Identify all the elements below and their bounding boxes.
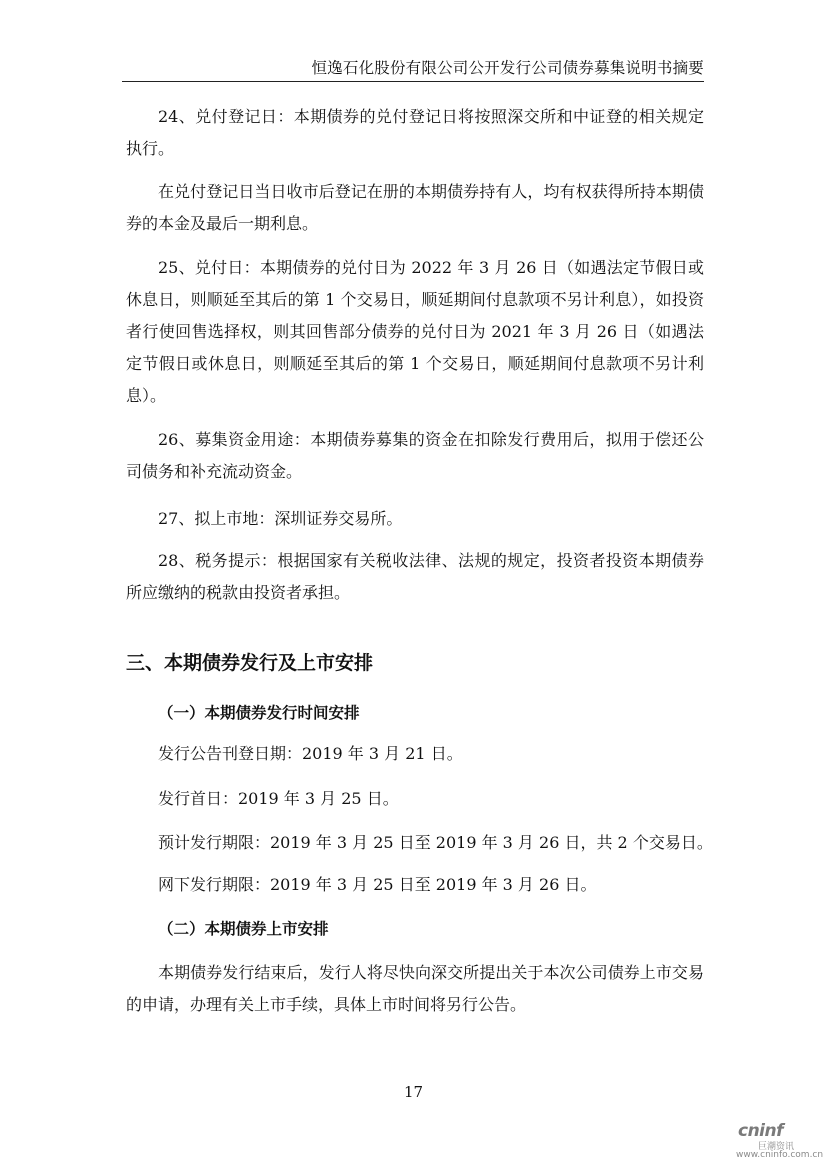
paragraph-text: 27、拟上市地：深圳证券交易所。 <box>158 509 403 528</box>
page-header: 恒逸石化股份有限公司公开发行公司债券募集说明书摘要 <box>311 59 704 77</box>
schedule-line-announcement: 发行公告刊登日期：2019 年 3 月 21 日。 <box>158 744 463 763</box>
paragraph-text: 本期债券发行结束后，发行人将尽快向深交所提出关于本次公司债券上市交易的申请，办理有关上市手续，具体上市时间将另行公告。 <box>126 963 704 1014</box>
logo-chinese-name: 巨潮资讯 <box>758 1142 795 1152</box>
paragraph-text: 在兑付登记日当日收市后登记在册的本期债券持有人，均有权获得所持本期债券的本金及最后一期利息。 <box>126 182 704 233</box>
subsection-heading-listing: （二）本期债券上市安排 <box>158 920 329 938</box>
schedule-line-expected-period: 预计发行期限：2019 年 3 月 25 日至 2019 年 3 月 26 日，共 2 个交易日。 <box>158 833 713 852</box>
schedule-line-first-day: 发行首日：2019 年 3 月 25 日。 <box>158 789 399 808</box>
paragraph-item-26 <box>126 424 704 488</box>
paragraph-item-28 <box>126 545 704 609</box>
header-divider <box>122 81 704 82</box>
paragraph-item-24-detail <box>126 176 704 240</box>
listing-paragraph <box>126 957 704 1021</box>
logo-url: www.cninfo.com.cn <box>736 1150 824 1160</box>
schedule-line-offline-period: 网下发行期限：2019 年 3 月 25 日至 2019 年 3 月 26 日。 <box>158 875 597 894</box>
subsection-heading-schedule: （一）本期债券发行时间安排 <box>158 704 360 722</box>
paragraph-item-25 <box>126 252 704 412</box>
paragraph-item-27 <box>126 503 704 535</box>
logo-wordmark: cninf <box>738 1121 784 1141</box>
paragraph-text: 25、兑付日：本期债券的兑付日为 2022 年 3 月 26 日（如遇法定节假日或休息日，则顺延至其后的第 1 个交易日，顺延期间付息款项不另计利息），如投资者行使回售选择权，则其回售部分债券的兑付日为 2021 年 3 月 26 日（如遇法定节假日或休息日，则顺延至其后的第 1 个交易日，顺延期间付息款项不另计利息）。 <box>126 258 704 405</box>
cninfo-logo <box>736 1121 824 1161</box>
paragraph-text: 26、募集资金用途：本期债券募集的资金在扣除发行费用后，拟用于偿还公司债务和补充流动资金。 <box>126 430 704 481</box>
section-heading: 三、本期债券发行及上市安排 <box>126 652 374 674</box>
page-number: 17 <box>403 1083 424 1101</box>
paragraph-text: 24、兑付登记日：本期债券的兑付登记日将按照深交所和中证登的相关规定执行。 <box>126 107 704 158</box>
paragraph-item-24 <box>126 101 704 165</box>
paragraph-text: 28、税务提示：根据国家有关税收法律、法规的规定，投资者投资本期债券所应缴纳的税款由投资者承担。 <box>126 551 704 602</box>
